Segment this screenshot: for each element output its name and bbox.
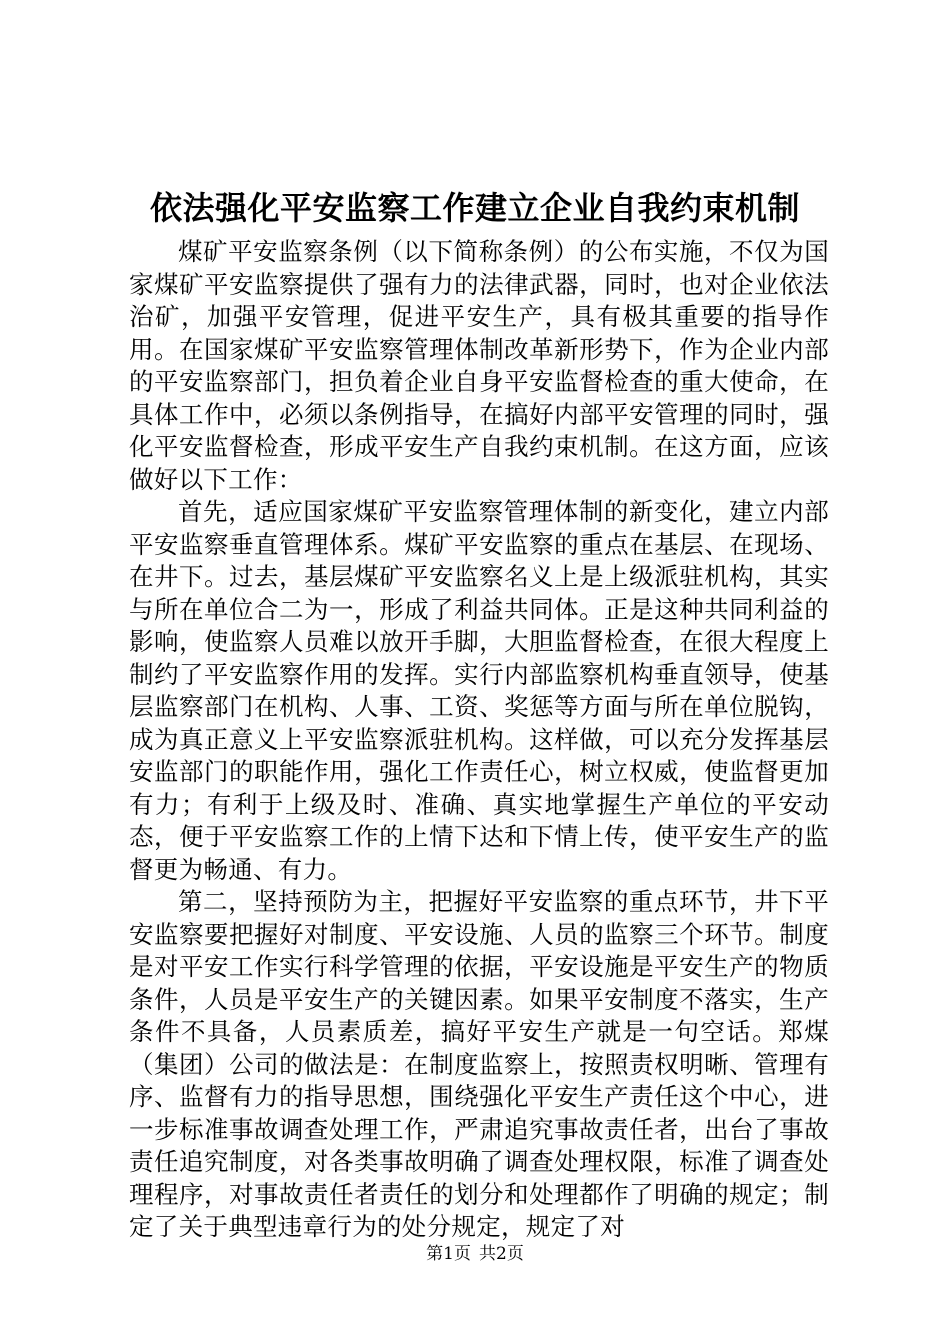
paragraph-second-point: 第二，坚持预防为主，把握好平安监察的重点环节，井下平安监察要把握好对制度、平安设施、人员的监察三个环节。制度是对平安工作实行科学管理的依据，平安设施是平安生产的物质条件，人员是平安生产的关键因素。如果平安制度不落实，生产条件不具备，人员素质差，搞好平安生产就是一句空话。郑煤（集团）公司的做法是：在制度监察上，按照责权明晰、管理有序、监督有力的指导思想，围绕强化平安生产责任这个中心，进一步标准事故调查处理工作，严肃追究事故责任者，出台了事故责任追究制度，对各类事故明确了调查处理权限，标准了调查处理程序，对事故责任者责任的划分和处理都作了明确的规定；制定了关于典型违章行为的处分规定，规定了对 — [129, 887, 829, 1241]
document-body — [129, 236, 829, 1244]
page-number: 第1页 — [426, 1244, 471, 1264]
paragraph-first-point: 首先，适应国家煤矿平安监察管理体制的新变化，建立内部平安监察垂直管理体系。煤矿平安监察的重点在基层、在现场、在井下。过去，基层煤矿平安监察名义上是上级派驻机构，其实与所在单位合二为一，形成了利益共同体。正是这种共同利益的影响，使监察人员难以放开手脚，大胆监督检查，在很大程度上制约了平安监察作用的发挥。实行内部监察机构垂直领导，使基层监察部门在机构、人事、工资、奖惩等方面与所在单位脱钩，成为真正意义上平安监察派驻机构。这样做，可以充分发挥基层安监部门的职能作用，强化工作责任心，树立权威，使监督更加有力；有利于上级及时、准确、真实地掌握生产单位的平安动态，便于平安监察工作的上情下达和下情上传，使平安生产的监督更为畅通、有力。 — [129, 497, 829, 884]
page-footer — [0, 1242, 950, 1266]
document-title: 依法强化平安监察工作建立企业自我约束机制 — [149, 189, 800, 227]
paragraph-intro: 煤矿平安监察条例（以下简称条例）的公布实施，不仅为国家煤矿平安监察提供了强有力的法律武器，同时，也对企业依法治矿，加强平安管理，促进平安生产，具有极其重要的指导作用。在国家煤矿平安监察管理体制改革新形势下，作为企业内部的平安监察部门，担负着企业自身平安监督检查的重大使命，在具体工作中，必须以条例指导，在搞好内部平安管理的同时，强化平安监督检查，形成平安生产自我约束机制。在这方面，应该做好以下工作： — [129, 237, 829, 494]
page-total: 共2页 — [479, 1244, 524, 1264]
